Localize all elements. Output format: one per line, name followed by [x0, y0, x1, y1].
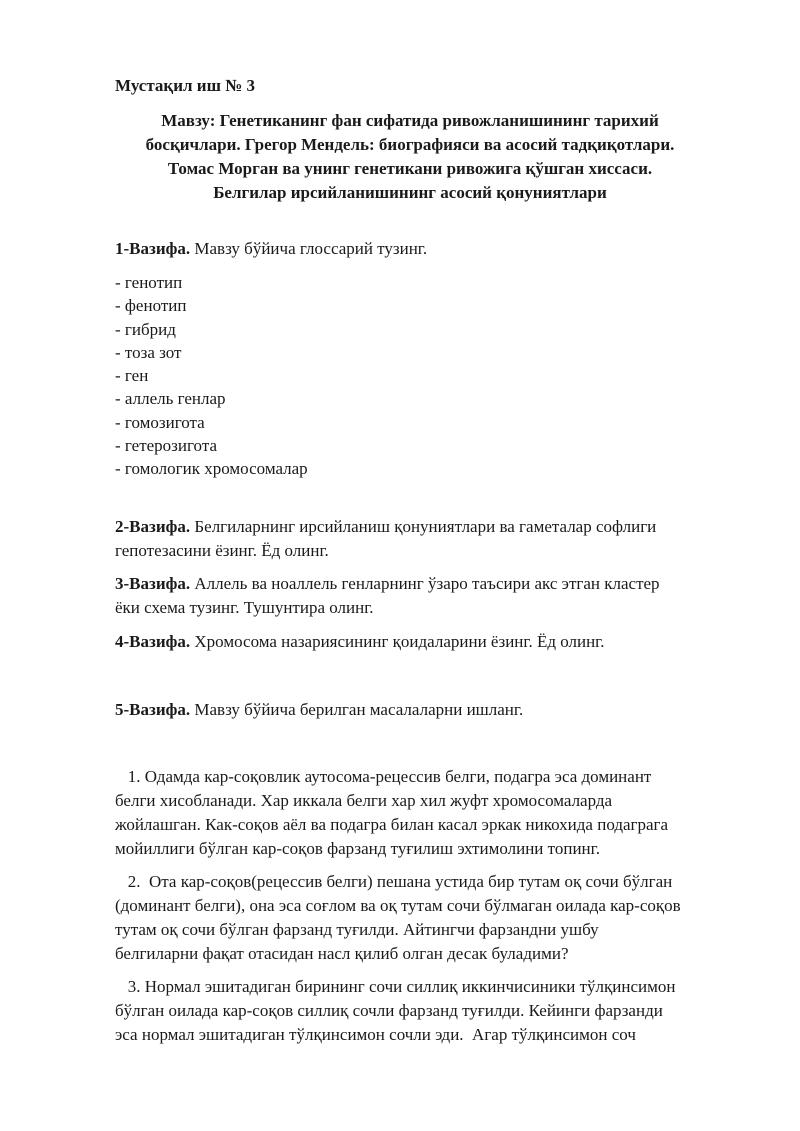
task-1: [115, 239, 427, 259]
problem-line: тутам оқ сочи бўлган фарзанд туғилди. Айтингчи фарзандни ушбу: [115, 920, 599, 939]
glossary-item: - гетерозигота: [115, 436, 217, 455]
glossary-item: - гибрид: [115, 320, 176, 339]
glossary-item: - ген: [115, 366, 149, 385]
topic-line: босқичлари. Грегор Мендель: биографияси ва асосий тадқиқотлари.: [145, 135, 675, 154]
problem-line: 3. Нормал эшитадиган бирининг сочи силлиқ иккинчисиники тўлқинсимон: [115, 977, 676, 996]
problem-line: белги хисобланади. Хар иккала белги хар хил жуфт хромосомаларда: [115, 791, 613, 810]
problem-line: 1. Одамда кар-соқовлик аутосома-рецессив белги, подагра эса доминант: [115, 767, 652, 786]
topic-line: Томас Морган ва унинг генетикани ривожига қўшган хиссаси.: [167, 159, 653, 178]
glossary-item: - аллель генлар: [115, 389, 226, 408]
problem-line: белгиларни фақат отасидан насл қилиб олган десак буладими?: [115, 944, 569, 963]
task-text: Мавзу бўйича берилган масалаларни ишланг.: [190, 700, 524, 719]
glossary-item: - гомозигота: [115, 413, 205, 432]
task-text: Мавзу бўйича глоссарий тузинг.: [190, 239, 428, 258]
problem-line: эса нормал эшитадиган тўлқинсимон сочли эди. Агар тўлқинсимон соч: [115, 1025, 636, 1044]
task-text: Белгиларнинг ирсийланиш қонуниятлари ва гаметалар софлиги: [190, 517, 657, 536]
assignment-heading: Мустақил иш № 3: [115, 76, 256, 95]
problem-line: 2. Ота кар-соқов(рецессив белги) пешана устида бир тутам оқ сочи бўлган: [115, 872, 673, 891]
task-5: [115, 700, 523, 720]
task-text: Аллель ва ноаллель генларнинг ўзаро таъсири акс этган кластер: [190, 574, 660, 593]
task-label: 4-Вазифа.: [115, 632, 191, 651]
task-text: ёки схема тузинг. Тушунтира олинг.: [115, 598, 374, 617]
task-text: гепотезасини ёзинг. Ёд олинг.: [115, 541, 329, 560]
task-label: 1-Вазифа.: [115, 239, 191, 258]
task-4: [115, 632, 605, 652]
task-label: 3-Вазифа.: [115, 574, 191, 593]
topic-line: Белгилар ирсийланишининг асосий қонуниятлари: [213, 183, 607, 202]
topic-line: Мавзу: Генетиканинг фан сифатида ривожланишининг тарихий: [161, 111, 659, 130]
problem-line: бўлган оилада кар-соқов силлиқ сочли фарзанд туғилди. Кейинги фарзанди: [115, 1001, 663, 1020]
glossary-item: - фенотип: [115, 296, 187, 315]
glossary-item: - гомологик хромосомалар: [115, 459, 308, 478]
glossary-item: - генотип: [115, 273, 183, 292]
task-text: Хромосома назариясининг қоидаларини ёзинг. Ёд олинг.: [190, 632, 605, 651]
problem-line: мойиллиги бўлган кар-соқов фарзанд туғилиш эхтимолини топинг.: [115, 839, 600, 858]
problem-line: жойлашган. Как-соқов аёл ва подагра билан касал эркак никохида подаграга: [115, 815, 669, 834]
problem-line: (доминант белги), она эса соғлом ва оқ тутам сочи бўлмаган оилада кар-соқов: [115, 896, 681, 915]
task-label: 2-Вазифа.: [115, 517, 191, 536]
task-label: 5-Вазифа.: [115, 700, 191, 719]
glossary-item: - тоза зот: [115, 343, 182, 362]
